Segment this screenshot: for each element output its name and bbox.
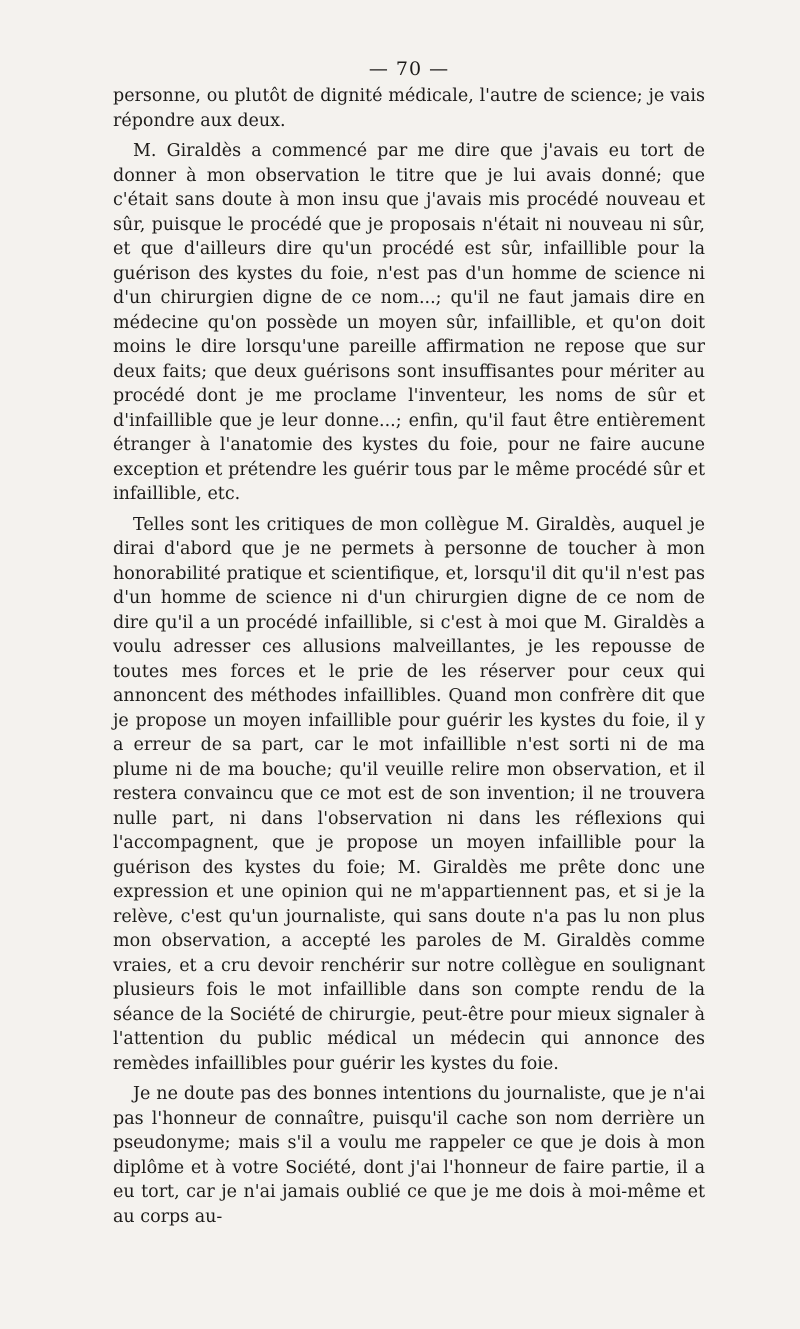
- paragraph-3: Telles sont les critiques de mon collègue M. Giraldès, auquel je dirai d'abord que je ne permets à personne de toucher à mon honorabilité pratique et scientifique, et, lorsqu'il dit qu'il n'est pas d'un homme de science ni d'un chirurgien digne de ce nom de dire qu'il a un procédé infaillible, si c'est à moi que M. Giraldès a voulu adresser ces allusions malveillantes, je les repousse de toutes mes forces et le prie de les réserver pour ceux qui annoncent des méthodes infaillibles. Quand mon confrère dit que je propose un moyen infaillible pour guérir les kystes du foie, il y a erreur de sa part, car le mot infaillible n'est sorti ni de ma plume ni de ma bouche; qu'il veuille relire mon observation, et il restera convaincu que ce mot est de son invention; il ne trouvera nulle part, ni dans l'observation ni dans les réflexions qui l'accompagnent, que je propose un moyen infaillible pour la guérison des kystes du foie; M. Giraldès me prête donc une expression et une opinion qui ne m'appartiennent pas, et si je la relève, c'est qu'un journaliste, qui sans doute n'a pas lu non plus mon observation, a accepté les paroles de M. Giraldès comme vraies, et a cru devoir renchérir sur notre collègue en soulignant plusieurs fois le mot infaillible dans son compte rendu de la séance de la Société de chirurgie, peut-être pour mieux signaler à l'attention du public médical un médecin qui annonce des remèdes infaillibles pour guérir les kystes du foie.: [113, 514, 705, 1074]
- paragraph-4: Je ne doute pas des bonnes intentions du journaliste, que je n'ai pas l'honneur de connaître, puisqu'il cache son nom derrière un pseudonyme; mais s'il a voulu me rappeler ce que je dois à mon diplôme et à votre Société, dont j'ai l'honneur de faire partie, il a eu tort, car je n'ai jamais oublié ce que je me dois à moi-même et au corps au-: [113, 1084, 705, 1227]
- page-number: — 70 —: [368, 58, 450, 80]
- paragraph-2: M. Giraldès a commencé par me dire que j'avais eu tort de donner à mon observation le titre que je lui avais donné; que c'était sans doute à mon insu que j'avais mis procédé nouveau et sûr, puisque le procédé que je proposais n'était ni nouveau ni sûr, et que d'ailleurs dire qu'un procédé est sûr, infaillible pour la guérison des kystes du foie, n'est pas d'un homme de science ni d'un chirurgien digne de ce nom...; qu'il ne faut jamais dire en médecine qu'on possède un moyen sûr, infaillible, et qu'on doit moins le dire lorsqu'une pareille affirmation ne repose que sur deux faits; que deux guérisons sont insuffisantes pour mériter au procédé dont je me proclame l'inventeur, les noms de sûr et d'infaillible que je leur donne...; enfin, qu'il faut être entièrement étranger à l'anatomie des kystes du foie, pour ne faire aucune exception et prétendre les guérir tous par le même procédé sûr et infaillible, etc.: [113, 141, 705, 504]
- paragraph-1: personne, ou plutôt de dignité médicale, l'autre de science; je vais répondre aux deux.: [113, 86, 705, 131]
- body-text: [113, 84, 705, 1229]
